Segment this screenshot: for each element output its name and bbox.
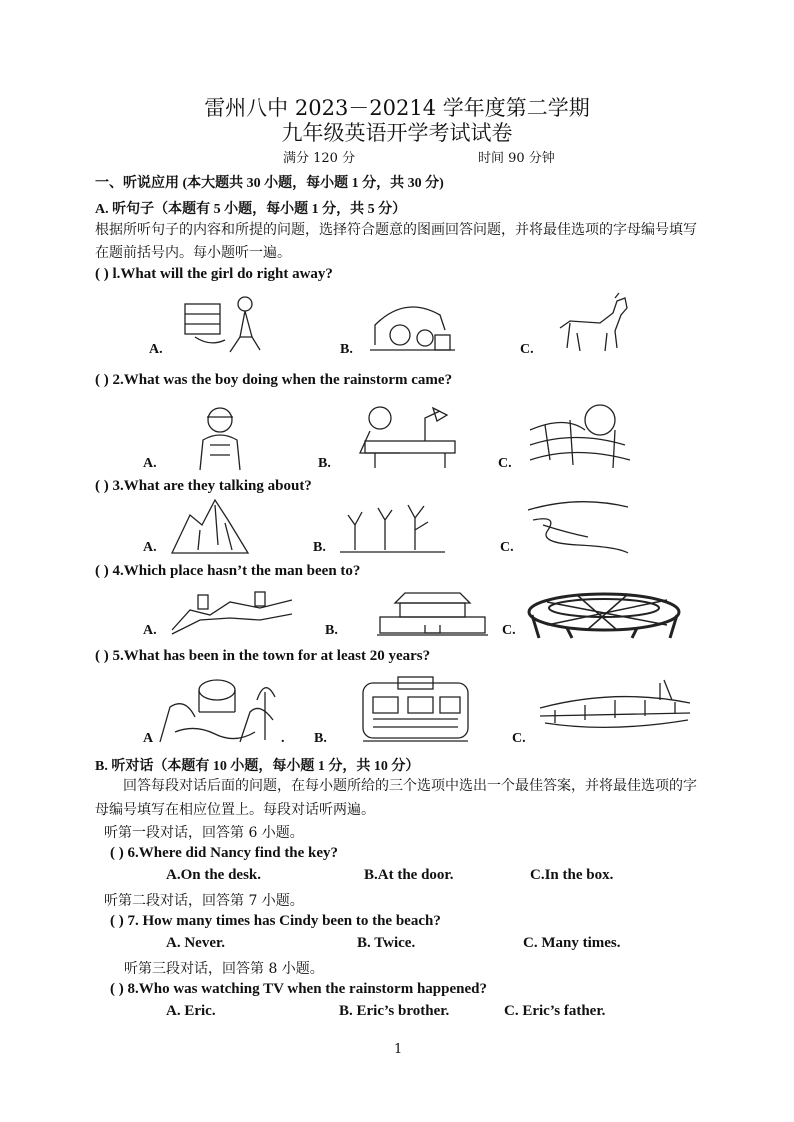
option-6a: A.On the desk. [166, 867, 262, 883]
question-4: ( ) 4.Which place hasn’t the man been to? [95, 563, 361, 579]
option-5a-dot: . [281, 731, 285, 746]
picture-option-5a [155, 672, 280, 744]
option-5b-label: B. [314, 731, 327, 746]
question-1: ( ) l.What will the girl do right away? [95, 266, 333, 282]
section-heading: 一、听说应用 (本大题共 30 小题，每小题 1 分，共 30 分) [95, 176, 444, 191]
option-5a-label: A [143, 731, 154, 746]
option-3c-label: C. [500, 540, 514, 555]
dialogue-3-intro: 听第三段对话，回答第 8 小题。 [124, 961, 324, 977]
option-4a-label: A. [143, 623, 157, 638]
option-2c-label: C. [498, 456, 512, 471]
picture-option-5c [540, 678, 690, 730]
picture-option-1a [180, 292, 270, 357]
picture-option-3b [340, 500, 445, 555]
full-score: 满分 120 分 [283, 151, 356, 166]
option-2a-label: A. [143, 456, 157, 471]
option-4c-label: C. [502, 623, 516, 638]
part-a-heading: A. 听句子（本题有 5 小题，每小题 1 分，共 5 分） [95, 202, 407, 217]
picture-option-4a [170, 590, 295, 635]
exam-time: 时间 90 分钟 [478, 151, 555, 166]
option-2b-label: B. [318, 456, 331, 471]
question-7: ( ) 7. How many times has Cindy been to the beach? [110, 913, 441, 929]
picture-option-3a [170, 495, 250, 555]
page-number: 1 [394, 1042, 403, 1057]
question-6: ( ) 6.Where did Nancy find the key? [110, 845, 339, 861]
option-7a: A. Never. [166, 935, 226, 951]
picture-option-4c [527, 590, 682, 640]
question-2: ( ) 2.What was the boy doing when the rainstorm came? [95, 372, 453, 388]
question-5: ( ) 5.What has been in the town for at least 20 years? [95, 648, 431, 664]
option-8b: B. Eric’s brother. [339, 1003, 450, 1019]
option-7c: C. Many times. [523, 935, 621, 951]
exam-title: 雷州八中 2023－20214 学年度第二学期 [204, 96, 590, 120]
question-3: ( ) 3.What are they talking about? [95, 478, 312, 494]
exam-subtitle: 九年级英语开学考试试卷 [281, 121, 513, 145]
picture-option-1c [555, 293, 635, 358]
option-4b-label: B. [325, 623, 338, 638]
option-7b: B. Twice. [357, 935, 416, 951]
picture-option-5b [358, 675, 473, 745]
option-5c-label: C. [512, 731, 526, 746]
part-a-instructions: 根据所听句子的内容和所提的问题，选择符合题意的图画回答问题，并将最佳选项的字母编号填写在题前括号内。每小题听一遍。 [95, 222, 697, 261]
option-3b-label: B. [313, 540, 326, 555]
option-8c: C. Eric’s father. [504, 1003, 606, 1019]
option-1c-label: C. [520, 342, 534, 357]
option-1a-label: A. [149, 342, 163, 357]
question-8: ( ) 8.Who was watching TV when the rainstorm happened? [110, 981, 487, 997]
part-b-heading: B. 听对话（本题有 10 小题，每小题 1 分，共 10 分） [95, 759, 420, 774]
dialogue-2-intro: 听第二段对话，回答第 7 小题。 [104, 893, 304, 909]
option-6b: B.At the door. [364, 867, 454, 883]
option-8a: A. Eric. [166, 1003, 216, 1019]
picture-option-2c [525, 400, 635, 470]
picture-option-3c [528, 495, 633, 555]
dialogue-1-intro: 听第一段对话，回答第 6 小题。 [104, 825, 304, 841]
part-b-instructions: 回答每段对话后面的问题，在每小题所给的三个选项中选出一个最佳答案，并将最佳选项的字母编号填写在相应位置上。每段对话听两遍。 [95, 778, 697, 818]
picture-option-2a [195, 405, 250, 470]
picture-option-2b [345, 403, 460, 468]
option-3a-label: A. [143, 540, 157, 555]
option-6c: C.In the box. [530, 867, 614, 883]
option-1b-label: B. [340, 342, 353, 357]
picture-option-1b [365, 300, 460, 355]
picture-option-4b [375, 585, 490, 637]
